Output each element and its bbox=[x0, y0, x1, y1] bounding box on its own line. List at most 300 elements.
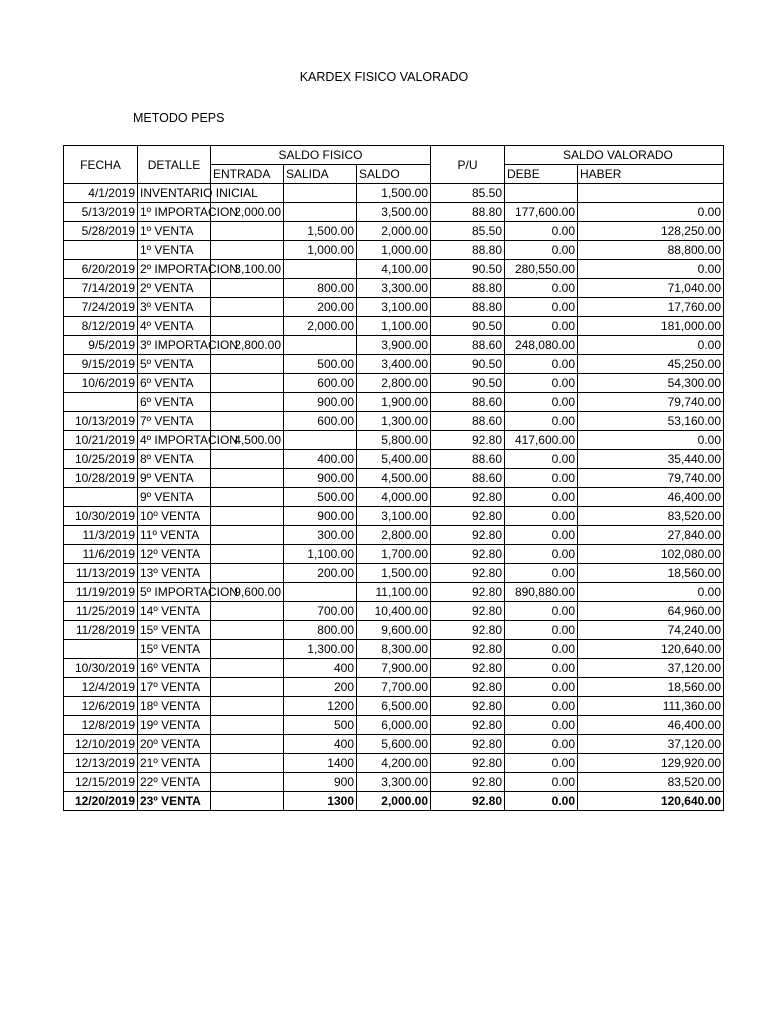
cell-pu: 92.80 bbox=[431, 545, 505, 564]
cell-entrada bbox=[211, 792, 284, 811]
table-row bbox=[64, 735, 724, 754]
cell-pu: 92.80 bbox=[431, 792, 505, 811]
cell-fecha: 11/13/2019 bbox=[64, 564, 138, 583]
table-row bbox=[64, 659, 724, 678]
cell-fecha: 10/25/2019 bbox=[64, 450, 138, 469]
cell-debe: 177,600.00 bbox=[505, 203, 578, 222]
cell-salida: 900 bbox=[284, 773, 357, 792]
cell-detalle: 22º VENTA bbox=[138, 773, 211, 792]
cell-entrada: 2,800.00 bbox=[211, 336, 284, 355]
cell-salida: 400 bbox=[284, 659, 357, 678]
cell-pu: 92.80 bbox=[431, 640, 505, 659]
cell-debe: 0.00 bbox=[505, 792, 578, 811]
cell-pu: 88.80 bbox=[431, 241, 505, 260]
cell-pu: 92.80 bbox=[431, 735, 505, 754]
cell-saldo: 1,100.00 bbox=[357, 317, 431, 336]
cell-haber: 17,760.00 bbox=[578, 298, 724, 317]
table-row bbox=[64, 431, 724, 450]
cell-entrada bbox=[211, 526, 284, 545]
table-row bbox=[64, 260, 724, 279]
cell-haber: 0.00 bbox=[578, 336, 724, 355]
cell-haber: 102,080.00 bbox=[578, 545, 724, 564]
cell-detalle: 4º IMPORTACION bbox=[138, 431, 211, 450]
cell-salida: 800.00 bbox=[284, 621, 357, 640]
cell-entrada bbox=[211, 279, 284, 298]
cell-salida: 2,000.00 bbox=[284, 317, 357, 336]
cell-salida: 1,000.00 bbox=[284, 241, 357, 260]
cell-saldo: 4,000.00 bbox=[357, 488, 431, 507]
cell-haber: 37,120.00 bbox=[578, 659, 724, 678]
table-row bbox=[64, 583, 724, 602]
cell-detalle: 7º VENTA bbox=[138, 412, 211, 431]
cell-entrada: 9,600.00 bbox=[211, 583, 284, 602]
cell-salida: 1,300.00 bbox=[284, 640, 357, 659]
cell-fecha: 5/28/2019 bbox=[64, 222, 138, 241]
table-row bbox=[64, 602, 724, 621]
cell-debe bbox=[505, 184, 578, 203]
cell-fecha: 12/20/2019 bbox=[64, 792, 138, 811]
cell-salida bbox=[284, 184, 357, 203]
cell-haber: 129,920.00 bbox=[578, 754, 724, 773]
cell-debe: 0.00 bbox=[505, 450, 578, 469]
cell-fecha: 11/6/2019 bbox=[64, 545, 138, 564]
cell-entrada bbox=[211, 640, 284, 659]
cell-detalle: 17º VENTA bbox=[138, 678, 211, 697]
cell-detalle: 1º VENTA bbox=[138, 241, 211, 260]
cell-saldo: 9,600.00 bbox=[357, 621, 431, 640]
cell-salida: 400.00 bbox=[284, 450, 357, 469]
cell-salida: 1,500.00 bbox=[284, 222, 357, 241]
cell-pu: 88.60 bbox=[431, 450, 505, 469]
cell-salida: 800.00 bbox=[284, 279, 357, 298]
cell-haber: 0.00 bbox=[578, 203, 724, 222]
cell-debe: 0.00 bbox=[505, 469, 578, 488]
cell-detalle: 2º VENTA bbox=[138, 279, 211, 298]
cell-pu: 92.80 bbox=[431, 583, 505, 602]
cell-saldo: 1,700.00 bbox=[357, 545, 431, 564]
cell-pu: 85.50 bbox=[431, 184, 505, 203]
cell-salida: 400 bbox=[284, 735, 357, 754]
cell-saldo: 4,500.00 bbox=[357, 469, 431, 488]
cell-debe: 0.00 bbox=[505, 659, 578, 678]
cell-haber: 120,640.00 bbox=[578, 792, 724, 811]
table-row bbox=[64, 450, 724, 469]
cell-saldo: 4,200.00 bbox=[357, 754, 431, 773]
cell-saldo: 2,800.00 bbox=[357, 374, 431, 393]
cell-entrada bbox=[211, 678, 284, 697]
cell-pu: 92.80 bbox=[431, 659, 505, 678]
cell-haber: 83,520.00 bbox=[578, 507, 724, 526]
cell-debe: 0.00 bbox=[505, 507, 578, 526]
cell-pu: 90.50 bbox=[431, 317, 505, 336]
cell-fecha bbox=[64, 241, 138, 260]
cell-fecha: 7/24/2019 bbox=[64, 298, 138, 317]
cell-detalle: 13º VENTA bbox=[138, 564, 211, 583]
cell-fecha: 11/28/2019 bbox=[64, 621, 138, 640]
cell-detalle: 1º IMPORTACION bbox=[138, 203, 211, 222]
cell-fecha: 12/13/2019 bbox=[64, 754, 138, 773]
table-row bbox=[64, 184, 724, 203]
cell-saldo: 5,800.00 bbox=[357, 431, 431, 450]
cell-entrada bbox=[211, 716, 284, 735]
table-row bbox=[64, 298, 724, 317]
cell-saldo: 5,600.00 bbox=[357, 735, 431, 754]
cell-debe: 0.00 bbox=[505, 678, 578, 697]
cell-debe: 0.00 bbox=[505, 640, 578, 659]
cell-salida: 900.00 bbox=[284, 393, 357, 412]
cell-debe: 0.00 bbox=[505, 697, 578, 716]
cell-saldo: 1,000.00 bbox=[357, 241, 431, 260]
cell-detalle: 15º VENTA bbox=[138, 640, 211, 659]
cell-entrada bbox=[211, 735, 284, 754]
cell-salida bbox=[284, 203, 357, 222]
cell-debe: 0.00 bbox=[505, 298, 578, 317]
cell-salida bbox=[284, 431, 357, 450]
cell-debe: 280,550.00 bbox=[505, 260, 578, 279]
cell-pu: 88.60 bbox=[431, 469, 505, 488]
cell-salida bbox=[284, 583, 357, 602]
kardex-body bbox=[64, 184, 724, 811]
cell-fecha: 12/15/2019 bbox=[64, 773, 138, 792]
cell-debe: 0.00 bbox=[505, 317, 578, 336]
cell-saldo: 6,000.00 bbox=[357, 716, 431, 735]
cell-fecha: 10/30/2019 bbox=[64, 659, 138, 678]
table-row bbox=[64, 640, 724, 659]
cell-entrada bbox=[211, 507, 284, 526]
cell-detalle: 15º VENTA bbox=[138, 621, 211, 640]
cell-fecha: 11/25/2019 bbox=[64, 602, 138, 621]
cell-pu: 88.80 bbox=[431, 279, 505, 298]
cell-salida: 200.00 bbox=[284, 564, 357, 583]
header-haber: HABER bbox=[578, 165, 724, 184]
cell-pu: 90.50 bbox=[431, 260, 505, 279]
cell-haber: 128,250.00 bbox=[578, 222, 724, 241]
cell-haber: 37,120.00 bbox=[578, 735, 724, 754]
cell-debe: 890,880.00 bbox=[505, 583, 578, 602]
cell-salida: 900.00 bbox=[284, 469, 357, 488]
cell-pu: 85.50 bbox=[431, 222, 505, 241]
table-row bbox=[64, 678, 724, 697]
cell-pu: 88.80 bbox=[431, 298, 505, 317]
cell-salida: 1,100.00 bbox=[284, 545, 357, 564]
cell-haber: 46,400.00 bbox=[578, 488, 724, 507]
cell-detalle: 5º VENTA bbox=[138, 355, 211, 374]
cell-fecha: 9/5/2019 bbox=[64, 336, 138, 355]
cell-saldo: 3,100.00 bbox=[357, 298, 431, 317]
cell-debe: 248,080.00 bbox=[505, 336, 578, 355]
cell-salida: 1400 bbox=[284, 754, 357, 773]
cell-entrada: 3,100.00 bbox=[211, 260, 284, 279]
cell-detalle: 12º VENTA bbox=[138, 545, 211, 564]
kardex-sheet bbox=[63, 145, 722, 811]
table-row bbox=[64, 317, 724, 336]
cell-debe: 0.00 bbox=[505, 241, 578, 260]
cell-haber: 0.00 bbox=[578, 583, 724, 602]
cell-saldo: 3,100.00 bbox=[357, 507, 431, 526]
cell-entrada bbox=[211, 374, 284, 393]
cell-fecha: 9/15/2019 bbox=[64, 355, 138, 374]
table-row bbox=[64, 773, 724, 792]
cell-entrada bbox=[211, 450, 284, 469]
header-entrada: ENTRADA bbox=[211, 165, 284, 184]
cell-entrada bbox=[211, 564, 284, 583]
table-row bbox=[64, 203, 724, 222]
cell-pu: 92.80 bbox=[431, 754, 505, 773]
table-row bbox=[64, 792, 724, 811]
cell-salida: 500.00 bbox=[284, 355, 357, 374]
cell-fecha: 10/13/2019 bbox=[64, 412, 138, 431]
cell-fecha: 12/4/2019 bbox=[64, 678, 138, 697]
table-row bbox=[64, 355, 724, 374]
cell-haber: 64,960.00 bbox=[578, 602, 724, 621]
cell-haber: 35,440.00 bbox=[578, 450, 724, 469]
cell-salida: 300.00 bbox=[284, 526, 357, 545]
cell-saldo: 5,400.00 bbox=[357, 450, 431, 469]
cell-debe: 0.00 bbox=[505, 602, 578, 621]
cell-salida: 500 bbox=[284, 716, 357, 735]
cell-haber: 71,040.00 bbox=[578, 279, 724, 298]
cell-detalle: 2º IMPORTACION bbox=[138, 260, 211, 279]
cell-fecha: 6/20/2019 bbox=[64, 260, 138, 279]
document-title: KARDEX FISICO VALORADO bbox=[299, 70, 469, 84]
cell-saldo: 1,500.00 bbox=[357, 184, 431, 203]
cell-entrada bbox=[211, 317, 284, 336]
cell-saldo: 3,500.00 bbox=[357, 203, 431, 222]
cell-fecha: 10/30/2019 bbox=[64, 507, 138, 526]
cell-entrada bbox=[211, 659, 284, 678]
cell-detalle: 3º IMPORTACION bbox=[138, 336, 211, 355]
cell-debe: 0.00 bbox=[505, 393, 578, 412]
table-row bbox=[64, 241, 724, 260]
cell-saldo: 4,100.00 bbox=[357, 260, 431, 279]
cell-salida: 900.00 bbox=[284, 507, 357, 526]
cell-entrada bbox=[211, 412, 284, 431]
cell-haber: 46,400.00 bbox=[578, 716, 724, 735]
table-row bbox=[64, 716, 724, 735]
cell-haber: 0.00 bbox=[578, 431, 724, 450]
cell-entrada bbox=[211, 754, 284, 773]
cell-detalle: 8º VENTA bbox=[138, 450, 211, 469]
header-saldo-valorado: SALDO VALORADO bbox=[505, 146, 724, 165]
cell-haber: 18,560.00 bbox=[578, 564, 724, 583]
cell-debe: 0.00 bbox=[505, 754, 578, 773]
cell-detalle: 4º VENTA bbox=[138, 317, 211, 336]
table-row bbox=[64, 564, 724, 583]
cell-pu: 92.80 bbox=[431, 621, 505, 640]
cell-saldo: 3,300.00 bbox=[357, 279, 431, 298]
cell-pu: 92.80 bbox=[431, 716, 505, 735]
cell-entrada bbox=[211, 298, 284, 317]
cell-haber: 27,840.00 bbox=[578, 526, 724, 545]
cell-haber: 79,740.00 bbox=[578, 393, 724, 412]
cell-entrada bbox=[211, 621, 284, 640]
cell-salida: 600.00 bbox=[284, 412, 357, 431]
cell-debe: 0.00 bbox=[505, 279, 578, 298]
cell-salida bbox=[284, 260, 357, 279]
table-row bbox=[64, 336, 724, 355]
cell-entrada bbox=[211, 393, 284, 412]
cell-detalle: 9º VENTA bbox=[138, 488, 211, 507]
cell-haber: 88,800.00 bbox=[578, 241, 724, 260]
cell-pu: 88.80 bbox=[431, 203, 505, 222]
cell-detalle: 1º VENTA bbox=[138, 222, 211, 241]
cell-entrada bbox=[211, 697, 284, 716]
cell-salida: 200.00 bbox=[284, 298, 357, 317]
cell-saldo: 3,400.00 bbox=[357, 355, 431, 374]
cell-pu: 92.80 bbox=[431, 697, 505, 716]
cell-debe: 417,600.00 bbox=[505, 431, 578, 450]
cell-detalle: 18º VENTA bbox=[138, 697, 211, 716]
cell-fecha bbox=[64, 393, 138, 412]
cell-fecha: 8/12/2019 bbox=[64, 317, 138, 336]
cell-salida bbox=[284, 336, 357, 355]
cell-fecha bbox=[64, 640, 138, 659]
cell-debe: 0.00 bbox=[505, 412, 578, 431]
cell-pu: 92.80 bbox=[431, 526, 505, 545]
cell-debe: 0.00 bbox=[505, 716, 578, 735]
cell-saldo: 10,400.00 bbox=[357, 602, 431, 621]
cell-haber: 120,640.00 bbox=[578, 640, 724, 659]
cell-entrada: 4,500.00 bbox=[211, 431, 284, 450]
cell-saldo: 6,500.00 bbox=[357, 697, 431, 716]
cell-fecha: 4/1/2019 bbox=[64, 184, 138, 203]
cell-detalle: 19º VENTA bbox=[138, 716, 211, 735]
cell-detalle: 10º VENTA bbox=[138, 507, 211, 526]
header-debe: DEBE bbox=[505, 165, 578, 184]
cell-saldo: 11,100.00 bbox=[357, 583, 431, 602]
table-row bbox=[64, 526, 724, 545]
cell-saldo: 7,700.00 bbox=[357, 678, 431, 697]
cell-pu: 88.60 bbox=[431, 336, 505, 355]
cell-fecha: 12/6/2019 bbox=[64, 697, 138, 716]
cell-detalle: 16º VENTA bbox=[138, 659, 211, 678]
cell-saldo: 1,500.00 bbox=[357, 564, 431, 583]
table-row bbox=[64, 754, 724, 773]
cell-detalle: 6º VENTA bbox=[138, 393, 211, 412]
header-fecha: FECHA bbox=[64, 146, 138, 184]
cell-pu: 92.80 bbox=[431, 431, 505, 450]
kardex-table bbox=[63, 145, 724, 811]
cell-debe: 0.00 bbox=[505, 621, 578, 640]
cell-haber: 53,160.00 bbox=[578, 412, 724, 431]
cell-haber: 45,250.00 bbox=[578, 355, 724, 374]
cell-detalle: 20º VENTA bbox=[138, 735, 211, 754]
cell-saldo: 8,300.00 bbox=[357, 640, 431, 659]
cell-haber: 83,520.00 bbox=[578, 773, 724, 792]
cell-fecha: 5/13/2019 bbox=[64, 203, 138, 222]
cell-saldo: 2,800.00 bbox=[357, 526, 431, 545]
cell-detalle: 6º VENTA bbox=[138, 374, 211, 393]
table-row bbox=[64, 507, 724, 526]
cell-saldo: 3,300.00 bbox=[357, 773, 431, 792]
cell-debe: 0.00 bbox=[505, 374, 578, 393]
cell-detalle: 5º IMPORTACION bbox=[138, 583, 211, 602]
cell-fecha bbox=[64, 488, 138, 507]
table-row bbox=[64, 374, 724, 393]
cell-pu: 92.80 bbox=[431, 507, 505, 526]
cell-salida: 1300 bbox=[284, 792, 357, 811]
table-row bbox=[64, 279, 724, 298]
cell-salida: 700.00 bbox=[284, 602, 357, 621]
cell-pu: 92.80 bbox=[431, 488, 505, 507]
cell-detalle: 23º VENTA bbox=[138, 792, 211, 811]
cell-salida: 200 bbox=[284, 678, 357, 697]
cell-salida: 1200 bbox=[284, 697, 357, 716]
cell-pu: 88.60 bbox=[431, 412, 505, 431]
cell-detalle: INVENTARIO INICIAL bbox=[138, 184, 211, 203]
cell-pu: 92.80 bbox=[431, 564, 505, 583]
cell-entrada bbox=[211, 773, 284, 792]
table-row bbox=[64, 412, 724, 431]
table-row bbox=[64, 621, 724, 640]
cell-entrada: 2,000.00 bbox=[211, 203, 284, 222]
cell-pu: 88.60 bbox=[431, 393, 505, 412]
header-saldo-fisico: SALDO FISICO bbox=[211, 146, 431, 165]
method-label: METODO PEPS bbox=[133, 111, 225, 125]
cell-debe: 0.00 bbox=[505, 545, 578, 564]
cell-detalle: 9º VENTA bbox=[138, 469, 211, 488]
cell-debe: 0.00 bbox=[505, 526, 578, 545]
cell-detalle: 11º VENTA bbox=[138, 526, 211, 545]
cell-saldo: 7,900.00 bbox=[357, 659, 431, 678]
cell-pu: 92.80 bbox=[431, 678, 505, 697]
cell-debe: 0.00 bbox=[505, 773, 578, 792]
cell-salida: 600.00 bbox=[284, 374, 357, 393]
cell-debe: 0.00 bbox=[505, 735, 578, 754]
cell-haber: 54,300.00 bbox=[578, 374, 724, 393]
cell-entrada bbox=[211, 355, 284, 374]
cell-fecha: 12/8/2019 bbox=[64, 716, 138, 735]
cell-detalle: 14º VENTA bbox=[138, 602, 211, 621]
cell-fecha: 7/14/2019 bbox=[64, 279, 138, 298]
cell-salida: 500.00 bbox=[284, 488, 357, 507]
table-row bbox=[64, 488, 724, 507]
cell-fecha: 11/19/2019 bbox=[64, 583, 138, 602]
cell-detalle: 3º VENTA bbox=[138, 298, 211, 317]
cell-debe: 0.00 bbox=[505, 355, 578, 374]
table-row bbox=[64, 697, 724, 716]
cell-pu: 90.50 bbox=[431, 355, 505, 374]
cell-pu: 90.50 bbox=[431, 374, 505, 393]
table-row bbox=[64, 545, 724, 564]
table-row bbox=[64, 222, 724, 241]
cell-haber: 74,240.00 bbox=[578, 621, 724, 640]
cell-entrada bbox=[211, 545, 284, 564]
cell-entrada bbox=[211, 241, 284, 260]
cell-haber: 181,000.00 bbox=[578, 317, 724, 336]
cell-fecha: 10/21/2019 bbox=[64, 431, 138, 450]
header-detalle: DETALLE bbox=[138, 146, 211, 184]
cell-debe: 0.00 bbox=[505, 488, 578, 507]
cell-entrada bbox=[211, 469, 284, 488]
cell-entrada bbox=[211, 488, 284, 507]
table-row bbox=[64, 469, 724, 488]
cell-saldo: 3,900.00 bbox=[357, 336, 431, 355]
table-row bbox=[64, 393, 724, 412]
cell-entrada bbox=[211, 222, 284, 241]
cell-fecha: 10/6/2019 bbox=[64, 374, 138, 393]
cell-saldo: 1,900.00 bbox=[357, 393, 431, 412]
cell-haber: 0.00 bbox=[578, 260, 724, 279]
cell-fecha: 12/10/2019 bbox=[64, 735, 138, 754]
cell-debe: 0.00 bbox=[505, 222, 578, 241]
header-saldo: SALDO bbox=[357, 165, 431, 184]
cell-saldo: 2,000.00 bbox=[357, 222, 431, 241]
cell-debe: 0.00 bbox=[505, 564, 578, 583]
cell-detalle: 21º VENTA bbox=[138, 754, 211, 773]
cell-pu: 92.80 bbox=[431, 602, 505, 621]
header-salida: SALIDA bbox=[284, 165, 357, 184]
